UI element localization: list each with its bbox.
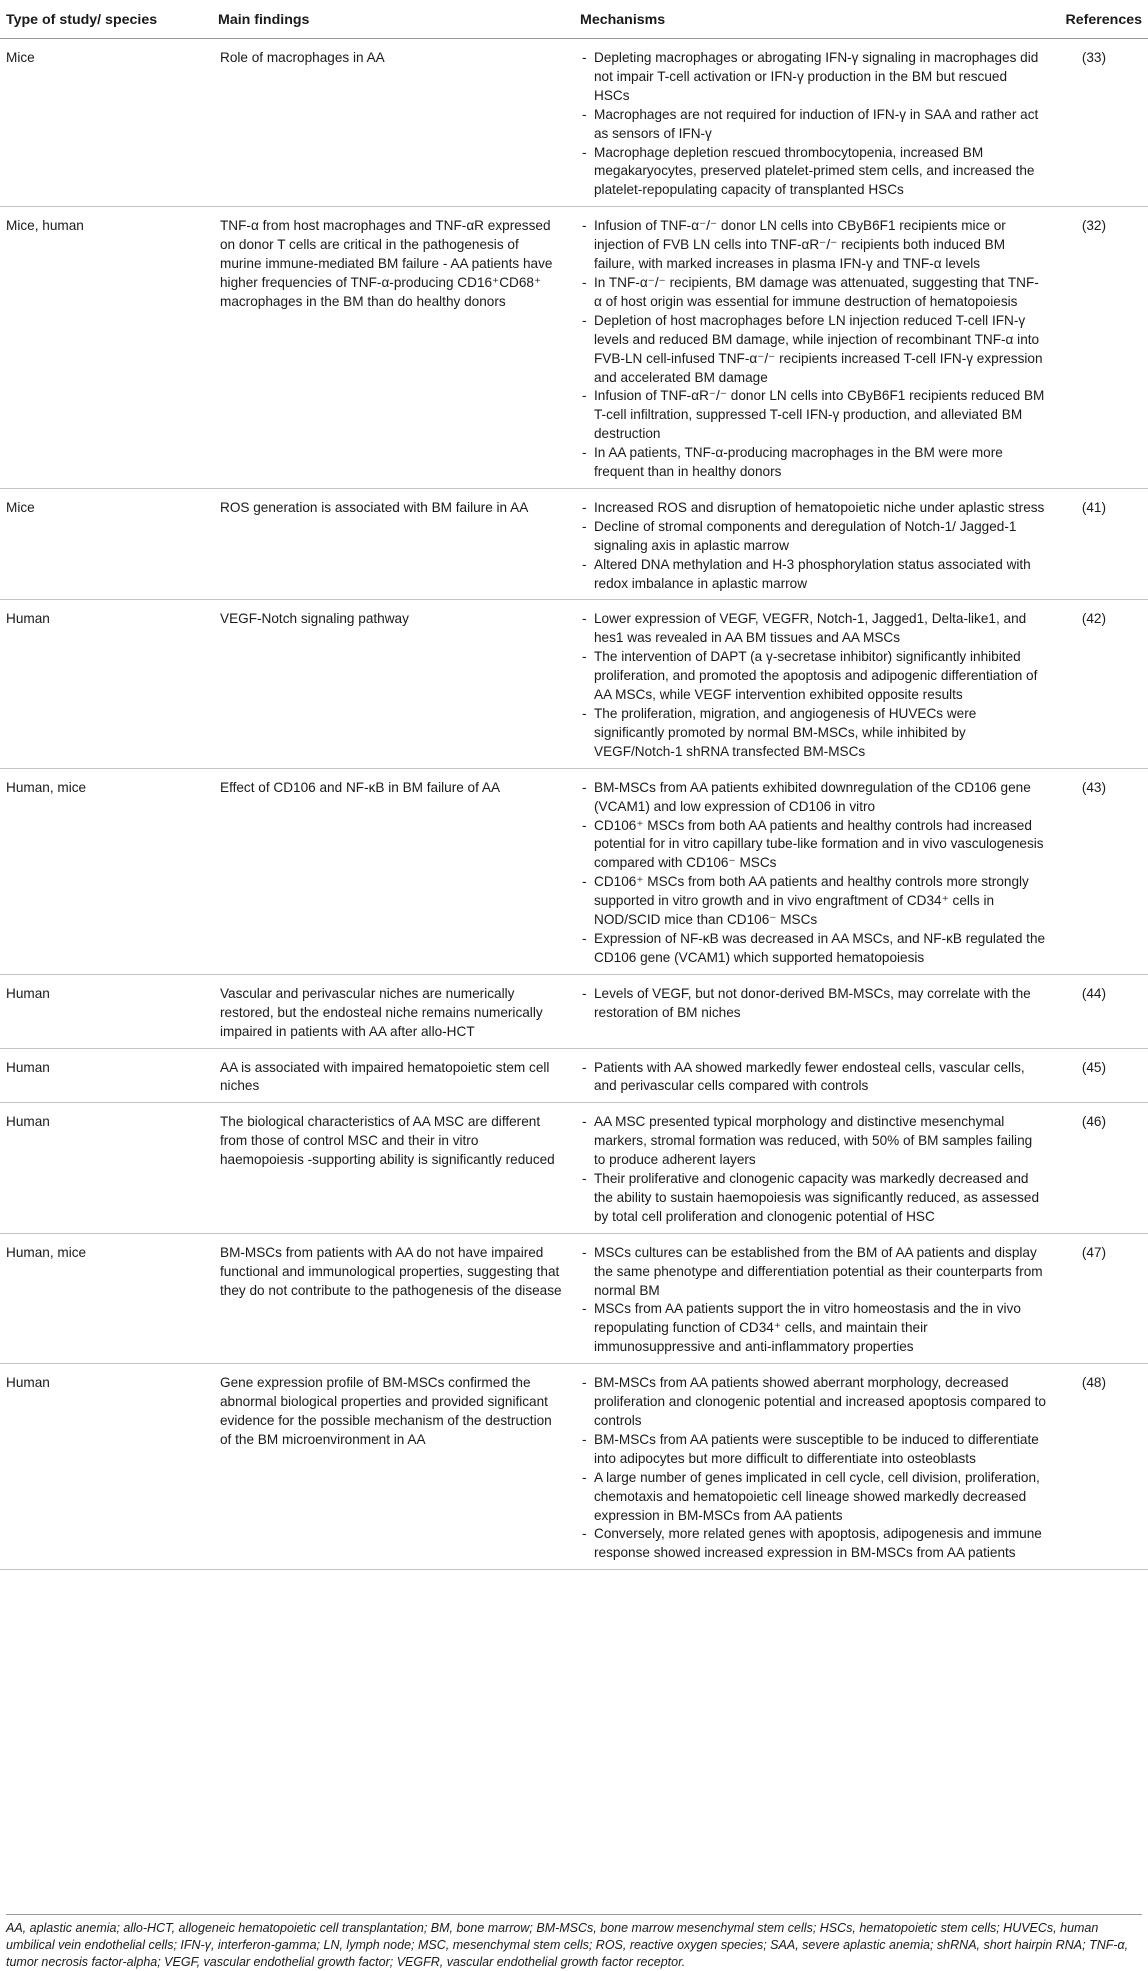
mechanism-list bbox=[580, 1374, 1046, 1563]
mechanism-item: - Patients with AA showed markedly fewer endosteal cells, vascular cells, and perivascular cells compared with controls bbox=[580, 1059, 1046, 1097]
cell-species: Mice bbox=[0, 39, 212, 207]
table-row bbox=[0, 974, 1148, 1048]
cell-mechanisms bbox=[574, 488, 1052, 600]
table-footnote: AA, aplastic anemia; allo-HCT, allogeneic hematopoietic cell transplantation; BM, bone marrow; BM-MSCs, bone marrow mesenchymal stem cells; HSCs, hematopoietic stem cells; HUVECs, human umbilical vein endothelial cells; IFN-γ, interferon-gamma; LN, lymph node; MSC, mesenchymal stem cells; ROS, reactive oxygen species; SAA, severe aplastic anemia; shRNA, short hairpin RNA; TNF-α, tumor necrosis factor-alpha; VEGF, vascular endothelial growth factor; VEGFR, vascular endothelial growth factor receptor. bbox=[6, 1914, 1142, 1971]
table-row bbox=[0, 1364, 1148, 1570]
mechanism-item: - In AA patients, TNF-α-producing macrophages in the BM were more frequent than in healthy donors bbox=[580, 444, 1046, 482]
cell-reference: (48) bbox=[1052, 1364, 1148, 1570]
mechanism-list bbox=[580, 49, 1046, 200]
mechanism-item: - Macrophages are not required for induction of IFN-γ in SAA and rather act as sensors of IFN-γ bbox=[580, 106, 1046, 144]
cell-findings: Effect of CD106 and NF-κB in BM failure of AA bbox=[212, 768, 574, 974]
mechanism-item: - Infusion of TNF-αR⁻/⁻ donor LN cells into CByB6F1 recipients reduced BM T-cell infiltration, suppressed T-cell IFN-γ production, and alleviated BM destruction bbox=[580, 387, 1046, 444]
mechanism-item: - In TNF-α⁻/⁻ recipients, BM damage was attenuated, suggesting that TNF-α of host origin was essential for immune destruction of hematopoiesis bbox=[580, 274, 1046, 312]
table-row bbox=[0, 207, 1148, 489]
mechanism-item: - Lower expression of VEGF, VEGFR, Notch-1, Jagged1, Delta-like1, and hes1 was revealed in AA BM tissues and AA MSCs bbox=[580, 610, 1046, 648]
mechanism-item: - Their proliferative and clonogenic capacity was markedly decreased and the ability to sustain haemopoiesis was significantly reduced, as assessed by total cell proliferation and clonogenic potential of HSC bbox=[580, 1170, 1046, 1227]
cell-findings: ROS generation is associated with BM failure in AA bbox=[212, 488, 574, 600]
cell-mechanisms bbox=[574, 1048, 1052, 1103]
cell-species: Human bbox=[0, 1048, 212, 1103]
header-mechanisms: Mechanisms bbox=[574, 4, 1052, 39]
header-row bbox=[0, 4, 1148, 39]
mechanism-item: - BM-MSCs from AA patients were susceptible to be induced to differentiate into adipocytes but more difficult to differentiate into osteoblasts bbox=[580, 1431, 1046, 1469]
cell-species: Mice, human bbox=[0, 207, 212, 489]
cell-reference: (45) bbox=[1052, 1048, 1148, 1103]
cell-findings: Gene expression profile of BM-MSCs confirmed the abnormal biological properties and provided significant evidence for the possible mechanism of the destruction of the BM microenvironment in AA bbox=[212, 1364, 574, 1570]
mechanism-item: - A large number of genes implicated in cell cycle, cell division, proliferation, chemotaxis and hematopoietic cell lineage showed markedly decreased expression in BM-MSCs from AA patients bbox=[580, 1469, 1046, 1526]
mechanism-item: - Expression of NF-κB was decreased in AA MSCs, and NF-κB regulated the CD106 gene (VCAM1) which supported hematopoiesis bbox=[580, 930, 1046, 968]
mechanism-item: - Conversely, more related genes with apoptosis, adipogenesis and immune response showed increased expression in BM-MSCs from AA patients bbox=[580, 1525, 1046, 1563]
cell-mechanisms bbox=[574, 1103, 1052, 1233]
table-row bbox=[0, 39, 1148, 207]
mechanism-item: - Levels of VEGF, but not donor-derived BM-MSCs, may correlate with the restoration of BM niches bbox=[580, 985, 1046, 1023]
header-findings: Main findings bbox=[212, 4, 574, 39]
cell-findings: The biological characteristics of AA MSC are different from those of control MSC and their in vitro haemopoiesis -supporting ability is significantly reduced bbox=[212, 1103, 574, 1233]
mechanism-list bbox=[580, 499, 1046, 594]
table-header bbox=[0, 4, 1148, 39]
mechanism-item: - Decline of stromal components and deregulation of Notch-1/ Jagged-1 signaling axis in aplastic marrow bbox=[580, 518, 1046, 556]
cell-findings: VEGF-Notch signaling pathway bbox=[212, 600, 574, 768]
cell-findings: Vascular and perivascular niches are numerically restored, but the endosteal niche remains numerically impaired in patients with AA after allo-HCT bbox=[212, 974, 574, 1048]
cell-findings: TNF-α from host macrophages and TNF-αR expressed on donor T cells are critical in the pathogenesis of murine immune-mediated BM failure - AA patients have higher frequencies of TNF-α-producing CD16⁺CD68⁺ macrophages in the BM than do healthy donors bbox=[212, 207, 574, 489]
mechanism-item: - The intervention of DAPT (a γ-secretase inhibitor) significantly inhibited proliferation, and promoted the apoptosis and adipogenic differentiation of AA MSCs, while VEGF intervention exhibited opposite results bbox=[580, 648, 1046, 705]
header-species: Type of study/ species bbox=[0, 4, 212, 39]
cell-mechanisms bbox=[574, 600, 1052, 768]
cell-mechanisms bbox=[574, 974, 1052, 1048]
cell-mechanisms bbox=[574, 1364, 1052, 1570]
mechanism-item: - Infusion of TNF-α⁻/⁻ donor LN cells into CByB6F1 recipients mice or injection of FVB LN cells into TNF-αR⁻/⁻ recipients both induced BM failure, with marked increases in plasma IFN-γ and TNF-α levels bbox=[580, 217, 1046, 274]
table-row bbox=[0, 768, 1148, 974]
mechanism-item: - Increased ROS and disruption of hematopoietic niche under aplastic stress bbox=[580, 499, 1046, 518]
mechanism-item: - Altered DNA methylation and H-3 phosphorylation status associated with redox imbalance in aplastic marrow bbox=[580, 556, 1046, 594]
cell-species: Human, mice bbox=[0, 768, 212, 974]
mechanism-item: - Macrophage depletion rescued thrombocytopenia, increased BM megakaryocytes, preserved platelet-primed stem cells, and increased the platelet-repopulating capacity of transplanted HSCs bbox=[580, 144, 1046, 201]
cell-findings: Role of macrophages in AA bbox=[212, 39, 574, 207]
mechanism-list bbox=[580, 779, 1046, 968]
mechanism-item: - AA MSC presented typical morphology and distinctive mesenchymal markers, stromal formation was reduced, with 50% of BM samples failing to produce adherent layers bbox=[580, 1113, 1046, 1170]
mechanism-item: - Depletion of host macrophages before LN injection reduced T-cell IFN-γ levels and reduced BM damage, while injection of recombinant TNF-α into FVB-LN cell-infused TNF-α⁻/⁻ recipients increased T-cell IFN-γ expression and accelerated BM damage bbox=[580, 312, 1046, 388]
cell-species: Human bbox=[0, 1364, 212, 1570]
table-row bbox=[0, 488, 1148, 600]
cell-mechanisms bbox=[574, 1233, 1052, 1363]
table-body bbox=[0, 39, 1148, 1570]
mechanism-item: - MSCs from AA patients support the in vitro homeostasis and the in vivo repopulating function of CD34⁺ cells, and maintain their immunosuppressive and anti-inflammatory properties bbox=[580, 1300, 1046, 1357]
cell-reference: (42) bbox=[1052, 600, 1148, 768]
cell-findings: BM-MSCs from patients with AA do not have impaired functional and immunological properties, suggesting that they do not contribute to the pathogenesis of the disease bbox=[212, 1233, 574, 1363]
cell-reference: (47) bbox=[1052, 1233, 1148, 1363]
cell-reference: (41) bbox=[1052, 488, 1148, 600]
mechanism-item: - MSCs cultures can be established from the BM of AA patients and display the same phenotype and differentiation potential as their counterparts from normal BM bbox=[580, 1244, 1046, 1301]
header-references: References bbox=[1052, 4, 1148, 39]
mechanisms-table bbox=[0, 4, 1148, 1570]
mechanism-item: - CD106⁺ MSCs from both AA patients and healthy controls had increased potential for in vitro capillary tube-like formation and in vivo vasculogenesis compared with CD106⁻ MSCs bbox=[580, 817, 1046, 874]
cell-reference: (46) bbox=[1052, 1103, 1148, 1233]
cell-findings: AA is associated with impaired hematopoietic stem cell niches bbox=[212, 1048, 574, 1103]
cell-mechanisms bbox=[574, 768, 1052, 974]
mechanism-list bbox=[580, 985, 1046, 1023]
table-row bbox=[0, 1048, 1148, 1103]
mechanism-list bbox=[580, 610, 1046, 761]
mechanism-list bbox=[580, 1113, 1046, 1226]
cell-species: Human bbox=[0, 600, 212, 768]
table-row bbox=[0, 1103, 1148, 1233]
cell-reference: (32) bbox=[1052, 207, 1148, 489]
cell-reference: (33) bbox=[1052, 39, 1148, 207]
cell-species: Mice bbox=[0, 488, 212, 600]
mechanism-list bbox=[580, 1244, 1046, 1357]
cell-species: Human, mice bbox=[0, 1233, 212, 1363]
mechanism-item: - Depleting macrophages or abrogating IFN-γ signaling in macrophages did not impair T-cell activation or IFN-γ production in the BM but rescued HSCs bbox=[580, 49, 1046, 106]
mechanism-item: - The proliferation, migration, and angiogenesis of HUVECs were significantly promoted by normal BM-MSCs, while inhibited by VEGF/Notch-1 shRNA transfected BM-MSCs bbox=[580, 705, 1046, 762]
mechanism-item: - BM-MSCs from AA patients exhibited downregulation of the CD106 gene (VCAM1) and low expression of CD106 in vitro bbox=[580, 779, 1046, 817]
cell-species: Human bbox=[0, 974, 212, 1048]
cell-reference: (43) bbox=[1052, 768, 1148, 974]
mechanism-list bbox=[580, 1059, 1046, 1097]
table-row bbox=[0, 600, 1148, 768]
table-row bbox=[0, 1233, 1148, 1363]
mechanism-item: - BM-MSCs from AA patients showed aberrant morphology, decreased proliferation and clonogenic potential and increased apoptosis compared to controls bbox=[580, 1374, 1046, 1431]
mechanism-item: - CD106⁺ MSCs from both AA patients and healthy controls more strongly supported in vitro growth and in vivo engraftment of CD34⁺ cells in NOD/SCID mice than CD106⁻ MSCs bbox=[580, 873, 1046, 930]
mechanism-list bbox=[580, 217, 1046, 482]
cell-reference: (44) bbox=[1052, 974, 1148, 1048]
cell-mechanisms bbox=[574, 39, 1052, 207]
cell-species: Human bbox=[0, 1103, 212, 1233]
cell-mechanisms bbox=[574, 207, 1052, 489]
